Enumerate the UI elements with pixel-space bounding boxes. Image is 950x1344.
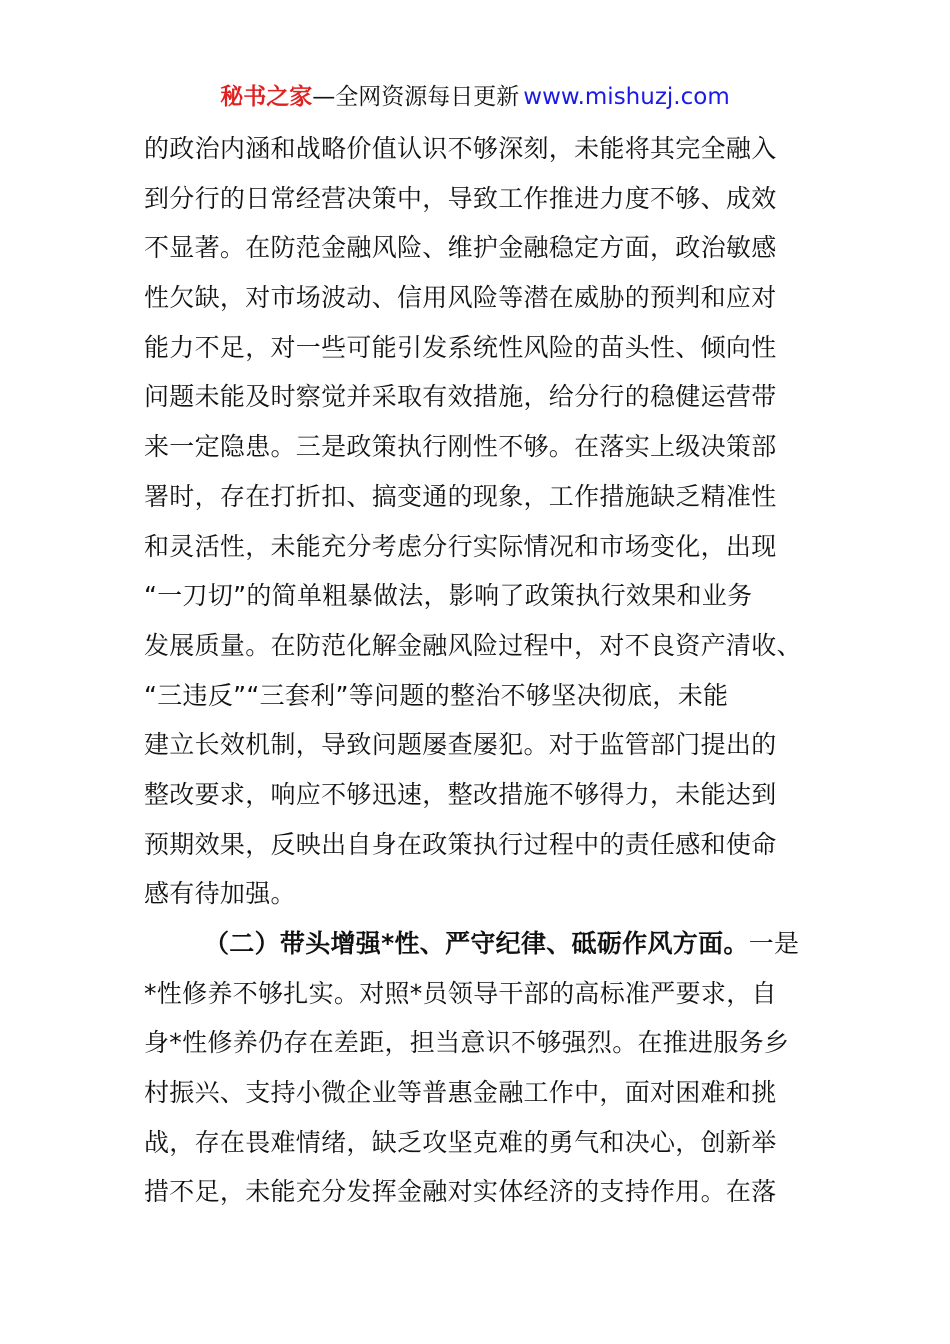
section-first-line-rest: 一是 [748, 929, 800, 958]
document-body [144, 124, 804, 1217]
text-line: 到分行的日常经营决策中，导致工作推进力度不够、成效 [144, 183, 777, 213]
text-line: “三违反”“三套利”等问题的整治不够坚决彻底，未能 [144, 680, 729, 710]
text-line: 问题未能及时察觉并采取有效措施，给分行的稳健运营带 [144, 382, 777, 412]
text-line: 村振兴、支持小微企业等普惠金融工作中，面对困难和挑 [144, 1078, 777, 1108]
text-line: 身*性修养仍存在差距，担当意识不够强烈。在推进服务乡 [144, 1028, 790, 1058]
text-line: *性修养不够扎实。对照*员领导干部的高标准严要求，自 [144, 978, 777, 1008]
text-line: 建立长效机制，导致问题屡查屡犯。对于监管部门提出的 [144, 730, 777, 760]
site-header [0, 80, 950, 114]
text-line: 能力不足，对一些可能引发系统性风险的苗头性、倾向性 [144, 332, 777, 362]
text-line: 感有待加强。 [144, 879, 296, 909]
text-line: 预期效果，反映出自身在政策执行过程中的责任感和使命 [144, 829, 777, 859]
text-line: 整改要求，响应不够迅速，整改措施不够得力，未能达到 [144, 779, 777, 809]
site-url-link[interactable]: www.mishuzj.com [523, 84, 730, 110]
text-line: 署时，存在打折扣、搞变通的现象，工作措施缺乏精准性 [144, 481, 777, 511]
header-slogan: —全网资源每日更新 [312, 84, 520, 110]
section-heading-line [144, 919, 804, 969]
text-line: 不显著。在防范金融风险、维护金融稳定方面，政治敏感 [144, 233, 777, 263]
text-line: 的政治内涵和战略价值认识不够深刻，未能将其完全融入 [144, 134, 777, 163]
text-line: 发展质量。在防范化解金融风险过程中，对不良资产清收、 [144, 630, 802, 660]
brand-name: 秘书之家 [220, 84, 313, 110]
text-line: 战，存在畏难情绪，缺乏攻坚克难的勇气和决心，创新举 [144, 1127, 777, 1157]
section-heading: （二）带头增强*性、严守纪律、砥砺作风方面。 [204, 929, 749, 958]
text-line: “一刀切”的简单粗暴做法，影响了政策执行效果和业务 [144, 581, 753, 611]
text-line: 措不足，未能充分发挥金融对实体经济的支持作用。在落 [144, 1177, 777, 1207]
text-line: 和灵活性，未能充分考虑分行实际情况和市场变化，出现 [144, 531, 777, 561]
text-line: 来一定隐患。三是政策执行刚性不够。在落实上级决策部 [144, 432, 777, 462]
text-line: 性欠缺，对市场波动、信用风险等潜在威胁的预判和应对 [144, 283, 777, 313]
